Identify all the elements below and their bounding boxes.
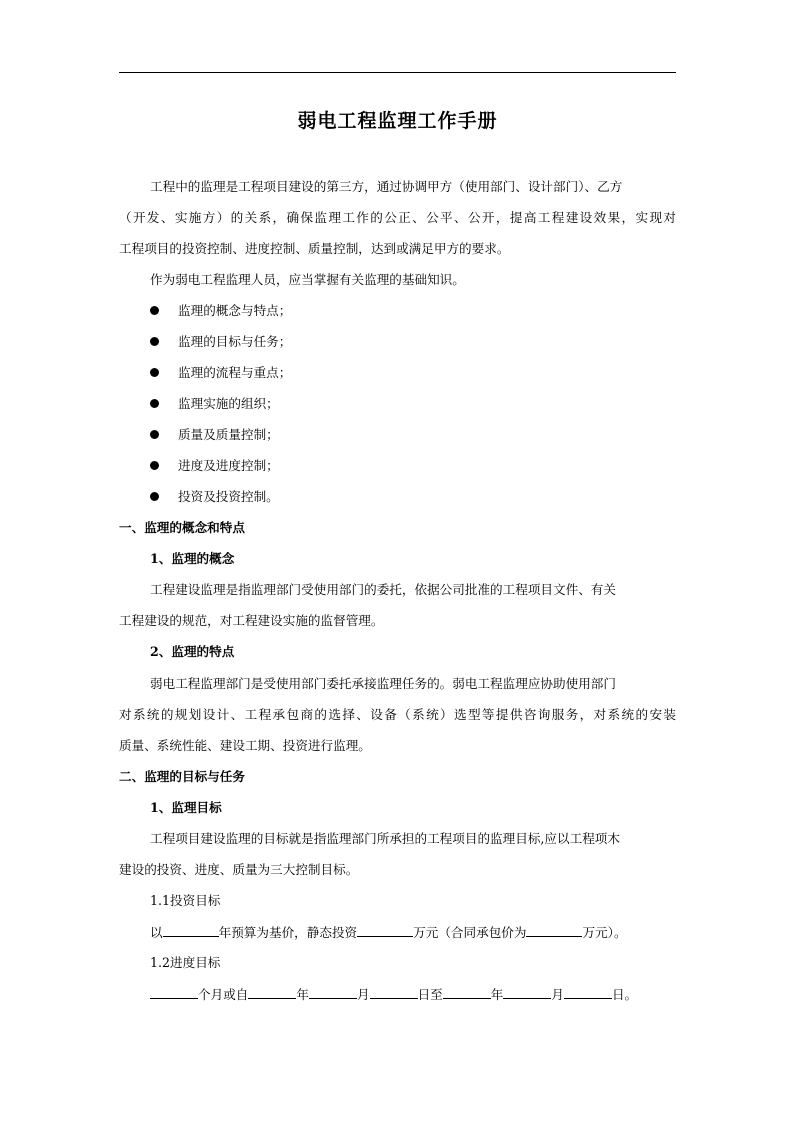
document-title: 弱电工程监理工作手册	[297, 110, 498, 132]
section-1-1-line-1: 工程建设监理是指监理部门受使用部门的委托，依据公司批准的工程项目文件、有关	[150, 582, 616, 597]
section-1-2-line-1: 弱电工程监理部门是受使用部门委托承接监理任务的。弱电工程监理应协助使用部门	[150, 676, 616, 691]
bullet-icon	[150, 430, 159, 439]
schedule-target-line	[150, 986, 707, 1003]
fill-text: 年	[490, 987, 504, 1002]
bullet-icon	[150, 306, 159, 315]
fill-text: 日至	[417, 987, 443, 1002]
item-1-2-heading: 1.2进度目标	[150, 955, 221, 970]
section-1-2-line-3: 质量、系统性能、建设工期、投资进行监理。	[119, 738, 371, 753]
blank-field	[443, 986, 491, 999]
list-item-label: 监理的概念与特点；	[178, 303, 292, 318]
bullet-icon	[150, 399, 159, 408]
list-item-label: 监理的流程与重点；	[178, 365, 292, 380]
blank-field	[309, 986, 357, 999]
fill-text: 个月或自	[198, 987, 249, 1002]
investment-target-line	[150, 924, 707, 941]
list-item	[150, 334, 291, 350]
fill-text: 万元）。	[582, 925, 627, 940]
intro-line-3: 工程项目的投资控制、进度控制、质量控制，达到或满足甲方的要求。	[119, 241, 510, 256]
list-item	[150, 427, 279, 443]
list-item-label: 监理实施的组织；	[178, 396, 279, 411]
section-1-1-line-2: 工程建设的规范，对工程建设实施的监督管理。	[119, 613, 384, 628]
item-1-1-heading: 1.1投资目标	[150, 893, 221, 908]
blank-field	[370, 986, 418, 999]
intro-line-4: 作为弱电工程监理人员，应当掌握有关监理的基础知识。	[150, 272, 465, 287]
list-item	[150, 489, 279, 505]
list-item	[150, 458, 279, 474]
fill-text: 月	[551, 987, 564, 1002]
fill-text: 月	[356, 987, 370, 1002]
blank-field	[526, 924, 582, 937]
fill-text: 日。	[611, 987, 638, 1002]
bullet-icon	[150, 492, 159, 501]
blank-field	[163, 924, 219, 937]
bullet-icon	[150, 368, 159, 377]
blank-field	[150, 986, 198, 999]
list-item-label: 进度及进度控制；	[178, 458, 279, 473]
list-item-label: 投资及投资控制。	[178, 489, 279, 504]
section-2-heading: 二、监理的目标与任务	[119, 769, 245, 784]
list-item	[150, 303, 291, 319]
blank-field	[503, 986, 551, 999]
blank-field	[248, 986, 296, 999]
section-2-1-line-2: 建设的投资、进度、质量为三大控制目标。	[119, 862, 359, 877]
bullet-icon	[150, 337, 159, 346]
section-1-2-line-2: 对系统的规划设计、工程承包商的选择、设备（系统）选型等提供咨询服务，对系统的安装	[119, 707, 676, 722]
list-item-label: 监理的目标与任务；	[178, 334, 292, 349]
blank-field	[564, 986, 612, 999]
section-1-1-heading: 1、监理的概念	[150, 551, 235, 566]
fill-text: 年预算为基价，静态投资	[218, 925, 358, 940]
fill-text: 万元（合同承包价为	[413, 925, 527, 940]
fill-text: 以	[150, 925, 163, 940]
list-item-label: 质量及质量控制；	[178, 427, 279, 442]
section-1-2-heading: 2、监理的特点	[150, 644, 235, 659]
list-item	[150, 396, 279, 412]
fill-text: 年	[296, 987, 309, 1002]
bullet-icon	[150, 461, 159, 470]
section-1-heading: 一、监理的概念和特点	[119, 520, 245, 535]
list-item	[150, 365, 291, 381]
header-rule	[119, 72, 676, 73]
intro-line-2: （开发、实施方）的关系，确保监理工作的公正、公平、公开，提高工程建设效果，实现对	[119, 210, 676, 225]
blank-field	[357, 924, 413, 937]
section-2-1-line-1: 工程项目建设监理的目标就是指监理部门所承担的工程项目的监理目标,应以工程项木	[150, 831, 620, 846]
section-2-1-heading: 1、监理目标	[150, 800, 222, 815]
intro-line-1: 工程中的监理是工程项目建设的第三方，通过协调甲方（使用部门、设计部门）、乙方	[150, 179, 623, 194]
